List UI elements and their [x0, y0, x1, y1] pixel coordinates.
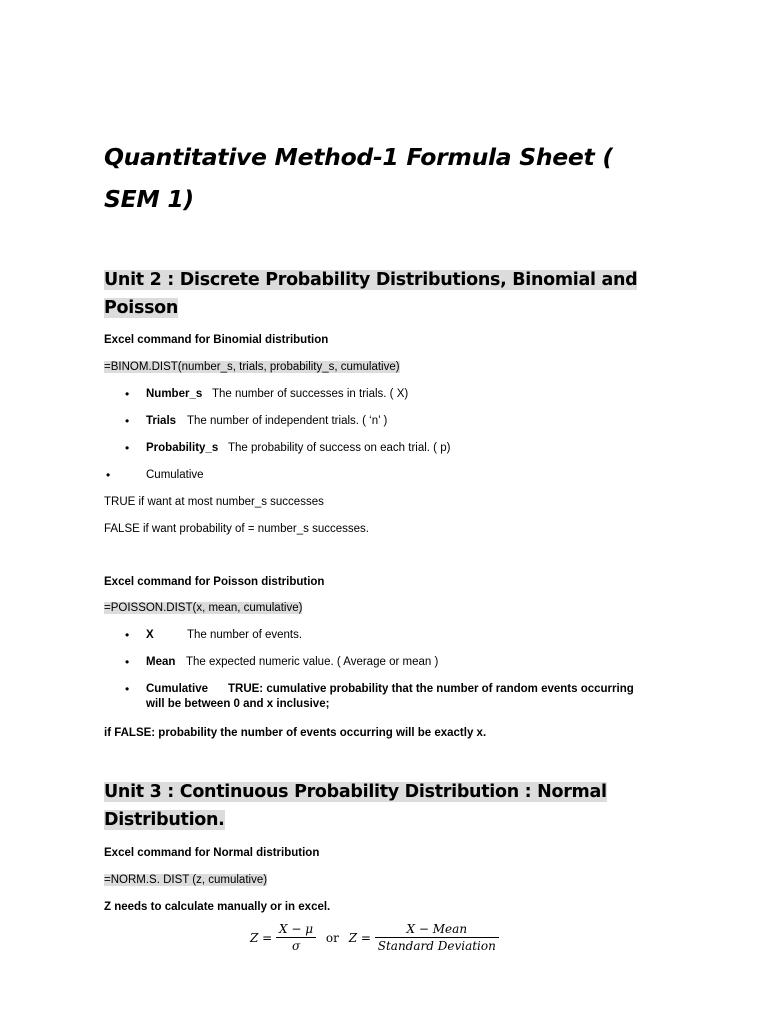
- normal-label: Excel command for Normal distribution: [104, 847, 320, 859]
- bullet-icon: •: [106, 468, 111, 482]
- z-note: Z needs to calculate manually or in excel.: [104, 901, 331, 913]
- arg-term: X: [146, 629, 154, 641]
- arg-desc: The expected numeric value. ( Average or mean ): [186, 656, 439, 668]
- fraction-numerator: X − μ: [276, 922, 316, 938]
- formula-fraction: [375, 922, 499, 953]
- arg-term: Mean: [146, 656, 176, 668]
- poisson-arg-cumulative: [146, 682, 634, 712]
- bullet-icon: •: [125, 655, 130, 669]
- binomial-formula: =BINOM.DIST(number_s, trials, probability_s, cumulative): [104, 361, 400, 373]
- unit2-heading-line1: Unit 2 : Discrete Probability Distributions, Binomial and: [104, 270, 638, 290]
- arg-desc: The number of independent trials. ( ‘n’ ): [187, 415, 388, 427]
- unit3-heading-line2: Distribution.: [104, 810, 225, 830]
- unit3-heading: [104, 778, 664, 834]
- arg-desc: TRUE: cumulative probability that the number of random events occurring: [228, 683, 634, 695]
- unit3-heading-line1: Unit 3 : Continuous Probability Distribution : Normal: [104, 782, 607, 802]
- unit2-heading-line2: Poisson: [104, 298, 179, 318]
- cumulative-label: Cumulative: [146, 469, 204, 481]
- arg-term: Probability_s: [146, 442, 219, 454]
- formula-lhs: Z =: [348, 930, 371, 945]
- poisson-formula: =POISSON.DIST(x, mean, cumulative): [104, 602, 303, 614]
- bullet-icon: •: [125, 441, 130, 455]
- fraction-denominator: σ: [291, 939, 301, 953]
- true-line: TRUE if want at most number_s successes: [104, 496, 324, 508]
- binomial-arg-number-s: [146, 387, 408, 402]
- arg-desc: The number of successes in trials. ( X): [212, 388, 409, 400]
- arg-desc: The number of events.: [187, 629, 303, 641]
- binomial-arg-trials: [146, 414, 387, 429]
- arg-term: Trials: [146, 415, 177, 427]
- formula-fraction: [276, 922, 316, 953]
- arg-term: Number_s: [146, 388, 203, 400]
- binomial-label: Excel command for Binomial distribution: [104, 334, 329, 346]
- unit2-heading: [104, 266, 664, 322]
- page-title: Quantitative Method-1 Formula Sheet ( SEM 1): [104, 143, 613, 213]
- false-line: FALSE if want probability of = number_s successes.: [104, 523, 369, 535]
- arg-desc-continued: will be between 0 and x inclusive;: [146, 698, 330, 710]
- poisson-label: Excel command for Poisson distribution: [104, 576, 325, 588]
- poisson-arg-x: [146, 628, 302, 643]
- arg-desc: The probability of success on each trial. ( p): [228, 442, 451, 454]
- formula-lhs: Z =: [250, 930, 273, 945]
- bullet-icon: •: [125, 628, 130, 642]
- poisson-arg-mean: [146, 655, 438, 670]
- fraction-numerator: X − Mean: [375, 922, 499, 938]
- formula-or: or: [325, 930, 339, 945]
- if-false-line: if FALSE: probability the number of events occurring will be exactly x.: [104, 727, 487, 739]
- bullet-icon: •: [125, 414, 130, 428]
- bullet-icon: •: [125, 387, 130, 401]
- bullet-icon: •: [125, 682, 130, 696]
- binomial-arg-probability-s: [146, 441, 450, 456]
- normal-formula: =NORM.S. DIST (z, cumulative): [104, 874, 268, 886]
- z-score-formula: [250, 922, 499, 962]
- fraction-denominator: Standard Deviation: [377, 939, 496, 953]
- arg-term: Cumulative: [146, 683, 208, 695]
